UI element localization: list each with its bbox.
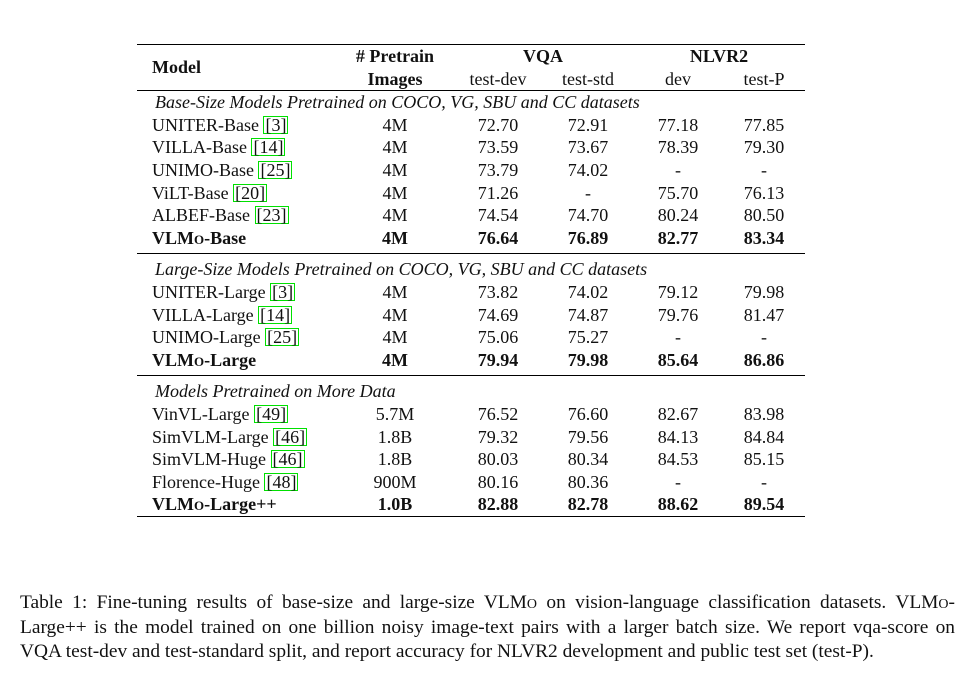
- citation-link[interactable]: [23]: [256, 205, 287, 226]
- nlvr2-test-p-cell: 79.98: [743, 281, 785, 302]
- vqa-test-dev-cell: 79.94: [477, 349, 519, 370]
- citation-link[interactable]: [48]: [266, 471, 297, 492]
- model-name-cell: [137, 403, 337, 426]
- nlvr2-test-p-cell: 79.30: [743, 137, 785, 158]
- nlvr2-test-p-cell: 84.84: [743, 426, 785, 447]
- header-dev: dev: [665, 68, 691, 89]
- model-name-cell: VLMo-Base: [152, 227, 247, 248]
- vqa-test-std-cell: 72.91: [567, 114, 609, 135]
- caption-text-3: -Large++ is the model trained on one billion noisy image-text pairs with a larger batch size. We report vqa-score on VQA test-dev and test-standard split, and report accuracy for NLVR2 development and public test set (test-P).: [20, 592, 955, 663]
- citation-link[interactable]: [49]: [256, 403, 287, 424]
- vqa-test-dev-cell: 75.06: [477, 327, 519, 348]
- nlvr2-dev-cell: 78.39: [657, 137, 699, 158]
- header-nlvr2: NLVR2: [689, 46, 749, 66]
- model-name-cell: [137, 136, 337, 159]
- vqa-test-std-cell: 76.60: [567, 403, 609, 424]
- nlvr2-dev-cell: 88.62: [657, 494, 699, 515]
- header-test-std: test-std: [562, 68, 614, 89]
- model-name: VILLA-Base: [152, 137, 247, 158]
- nlvr2-dev-cell: 84.13: [657, 426, 699, 447]
- model-name: SimVLM-Large: [152, 426, 269, 447]
- pretrain-images-cell: 4M: [382, 304, 408, 325]
- table-row: [137, 426, 805, 449]
- nlvr2-test-p-cell: -: [761, 471, 767, 492]
- vqa-test-dev-cell: 74.69: [477, 304, 519, 325]
- nlvr2-test-p-cell: 85.15: [743, 449, 785, 470]
- nlvr2-dev-cell: 85.64: [657, 349, 699, 370]
- citation-link[interactable]: [3]: [265, 114, 287, 135]
- model-name-cell: [137, 448, 337, 471]
- table-row: [137, 114, 805, 137]
- citation-link[interactable]: [46]: [275, 426, 306, 447]
- model-name: SimVLM-Huge: [152, 449, 266, 470]
- header-model: Model: [152, 57, 201, 78]
- pretrain-images-cell: 4M: [382, 227, 408, 248]
- nlvr2-dev-cell: 79.76: [657, 304, 699, 325]
- model-name-cell: [137, 114, 337, 137]
- header-row-1: [137, 45, 805, 68]
- vqa-test-dev-cell: 73.82: [477, 281, 519, 302]
- pretrain-images-cell: 4M: [382, 114, 408, 135]
- model-name-cell: [137, 304, 337, 327]
- vqa-test-std-cell: 73.67: [567, 137, 609, 158]
- section-header-row: [137, 91, 805, 114]
- pretrain-images-cell: 1.8B: [377, 449, 413, 470]
- citation-link[interactable]: [14]: [260, 304, 291, 325]
- section-title: Models Pretrained on More Data: [155, 381, 396, 402]
- model-name: UNIMO-Large: [152, 327, 261, 348]
- pretrain-images-cell: 4M: [382, 137, 408, 158]
- table-row: [137, 403, 805, 426]
- header-test-p: test-P: [743, 68, 785, 89]
- model-name: UNIMO-Base: [152, 159, 254, 180]
- vqa-test-std-cell: 79.56: [567, 426, 609, 447]
- section-header-row: [137, 254, 805, 281]
- vqa-test-dev-cell: 74.54: [477, 205, 519, 226]
- table-row: [137, 304, 805, 327]
- vqa-test-dev-cell: 79.32: [477, 426, 519, 447]
- section-header-row: [137, 376, 805, 403]
- model-name: VILLA-Large: [152, 304, 254, 325]
- caption-vlmo-2: VLMo: [895, 592, 949, 614]
- model-name: ALBEF-Base: [152, 205, 250, 226]
- vqa-test-dev-cell: 76.52: [477, 403, 519, 424]
- nlvr2-dev-cell: 84.53: [657, 449, 699, 470]
- pretrain-images-cell: 4M: [382, 205, 408, 226]
- caption-text-2: on vision-language classification datasets.: [537, 592, 896, 614]
- nlvr2-dev-cell: -: [675, 327, 681, 348]
- model-name: UNITER-Base: [152, 114, 259, 135]
- model-name-cell: [137, 204, 337, 227]
- nlvr2-test-p-cell: 81.47: [743, 304, 785, 325]
- citation-link[interactable]: [46]: [272, 449, 303, 470]
- pretrain-images-cell: 4M: [382, 327, 408, 348]
- table-row-vlmo: [137, 349, 805, 376]
- vqa-test-std-cell: 80.34: [567, 449, 609, 470]
- results-table: [137, 44, 805, 517]
- model-name-cell: VLMo-Large: [152, 349, 257, 370]
- pretrain-images-cell: 5.7M: [375, 403, 415, 424]
- vqa-test-std-cell: 80.36: [567, 471, 609, 492]
- citation-link[interactable]: [14]: [253, 137, 284, 158]
- citation-link[interactable]: [25]: [260, 159, 291, 180]
- section-title: Base-Size Models Pretrained on COCO, VG, SBU and CC datasets: [155, 92, 640, 113]
- vqa-test-std-cell: 74.70: [567, 205, 609, 226]
- nlvr2-test-p-cell: 83.98: [743, 403, 785, 424]
- table-row-vlmo: [137, 493, 805, 516]
- model-name-cell: [137, 326, 337, 349]
- nlvr2-dev-cell: 75.70: [657, 182, 699, 203]
- nlvr2-dev-cell: 82.67: [657, 403, 699, 424]
- model-name: Florence-Huge: [152, 471, 260, 492]
- caption-vlmo-1: VLMo: [483, 592, 538, 614]
- table-row: [137, 281, 805, 304]
- vqa-test-std-cell: 76.89: [567, 227, 609, 248]
- table-row: [137, 182, 805, 205]
- vqa-test-std-cell: 79.98: [567, 349, 609, 370]
- vqa-test-std-cell: 74.87: [567, 304, 609, 325]
- citation-link[interactable]: [3]: [272, 281, 294, 302]
- vqa-test-dev-cell: 82.88: [477, 494, 519, 515]
- header-test-dev: test-dev: [469, 68, 527, 89]
- nlvr2-test-p-cell: 77.85: [743, 114, 785, 135]
- nlvr2-test-p-cell: 89.54: [743, 494, 785, 515]
- nlvr2-test-p-cell: 80.50: [743, 205, 785, 226]
- caption-text-1: Fine-tuning results of base-size and large-size: [87, 592, 484, 614]
- nlvr2-dev-cell: 79.12: [657, 281, 699, 302]
- nlvr2-test-p-cell: -: [761, 327, 767, 348]
- pretrain-images-cell: 1.0B: [377, 494, 413, 515]
- model-name-cell: [137, 281, 337, 304]
- nlvr2-dev-cell: -: [675, 471, 681, 492]
- pretrain-images-cell: 4M: [382, 159, 408, 180]
- vqa-test-std-cell: 74.02: [567, 281, 609, 302]
- table-body: [137, 91, 805, 517]
- table-row: [137, 159, 805, 182]
- nlvr2-test-p-cell: 76.13: [743, 182, 785, 203]
- section-title: Large-Size Models Pretrained on COCO, VG, SBU and CC datasets: [155, 259, 648, 280]
- pretrain-images-cell: 900M: [373, 471, 417, 492]
- model-name: VinVL-Large: [152, 403, 250, 424]
- vqa-test-std-cell: 74.02: [567, 159, 609, 180]
- model-name-cell: [137, 426, 337, 449]
- model-name-cell: VLMo-Large++: [152, 494, 277, 515]
- citation-link[interactable]: [20]: [235, 182, 266, 203]
- table-row: [137, 136, 805, 159]
- vqa-test-dev-cell: 76.64: [477, 227, 519, 248]
- pretrain-images-cell: 1.8B: [377, 426, 413, 447]
- vqa-test-dev-cell: 73.59: [477, 137, 519, 158]
- table-row: [137, 326, 805, 349]
- model-name-cell: [137, 182, 337, 205]
- table-caption: [20, 591, 955, 665]
- vqa-test-std-cell: 75.27: [567, 327, 609, 348]
- model-name-cell: [137, 159, 337, 182]
- pretrain-images-cell: 4M: [382, 281, 408, 302]
- caption-label: Table 1:: [20, 592, 88, 614]
- nlvr2-dev-cell: -: [675, 159, 681, 180]
- header-vqa: VQA: [523, 46, 563, 66]
- results-table-container: [137, 44, 805, 517]
- nlvr2-dev-cell: 82.77: [657, 227, 699, 248]
- model-name-cell: [137, 471, 337, 494]
- table-row: [137, 204, 805, 227]
- table-row: [137, 448, 805, 471]
- model-name: UNITER-Large: [152, 281, 266, 302]
- nlvr2-dev-cell: 80.24: [657, 205, 699, 226]
- table-row: [137, 471, 805, 494]
- model-name: ViLT-Base: [152, 182, 229, 203]
- vqa-test-dev-cell: 73.79: [477, 159, 519, 180]
- vqa-test-std-cell: -: [585, 182, 591, 203]
- nlvr2-dev-cell: 77.18: [657, 114, 699, 135]
- vqa-test-dev-cell: 80.16: [477, 471, 519, 492]
- header-pretrain-line2: Images: [367, 68, 423, 89]
- vqa-test-dev-cell: 72.70: [477, 114, 519, 135]
- table-row-vlmo: [137, 227, 805, 254]
- pretrain-images-cell: 4M: [382, 349, 408, 370]
- vqa-test-dev-cell: 71.26: [477, 182, 519, 203]
- nlvr2-test-p-cell: 83.34: [743, 227, 785, 248]
- nlvr2-test-p-cell: -: [761, 159, 767, 180]
- vqa-test-std-cell: 82.78: [567, 494, 609, 515]
- citation-link[interactable]: [25]: [267, 327, 298, 348]
- nlvr2-test-p-cell: 86.86: [743, 349, 785, 370]
- header-pretrain-line1: # Pretrain: [355, 46, 435, 66]
- pretrain-images-cell: 4M: [382, 182, 408, 203]
- vqa-test-dev-cell: 80.03: [477, 449, 519, 470]
